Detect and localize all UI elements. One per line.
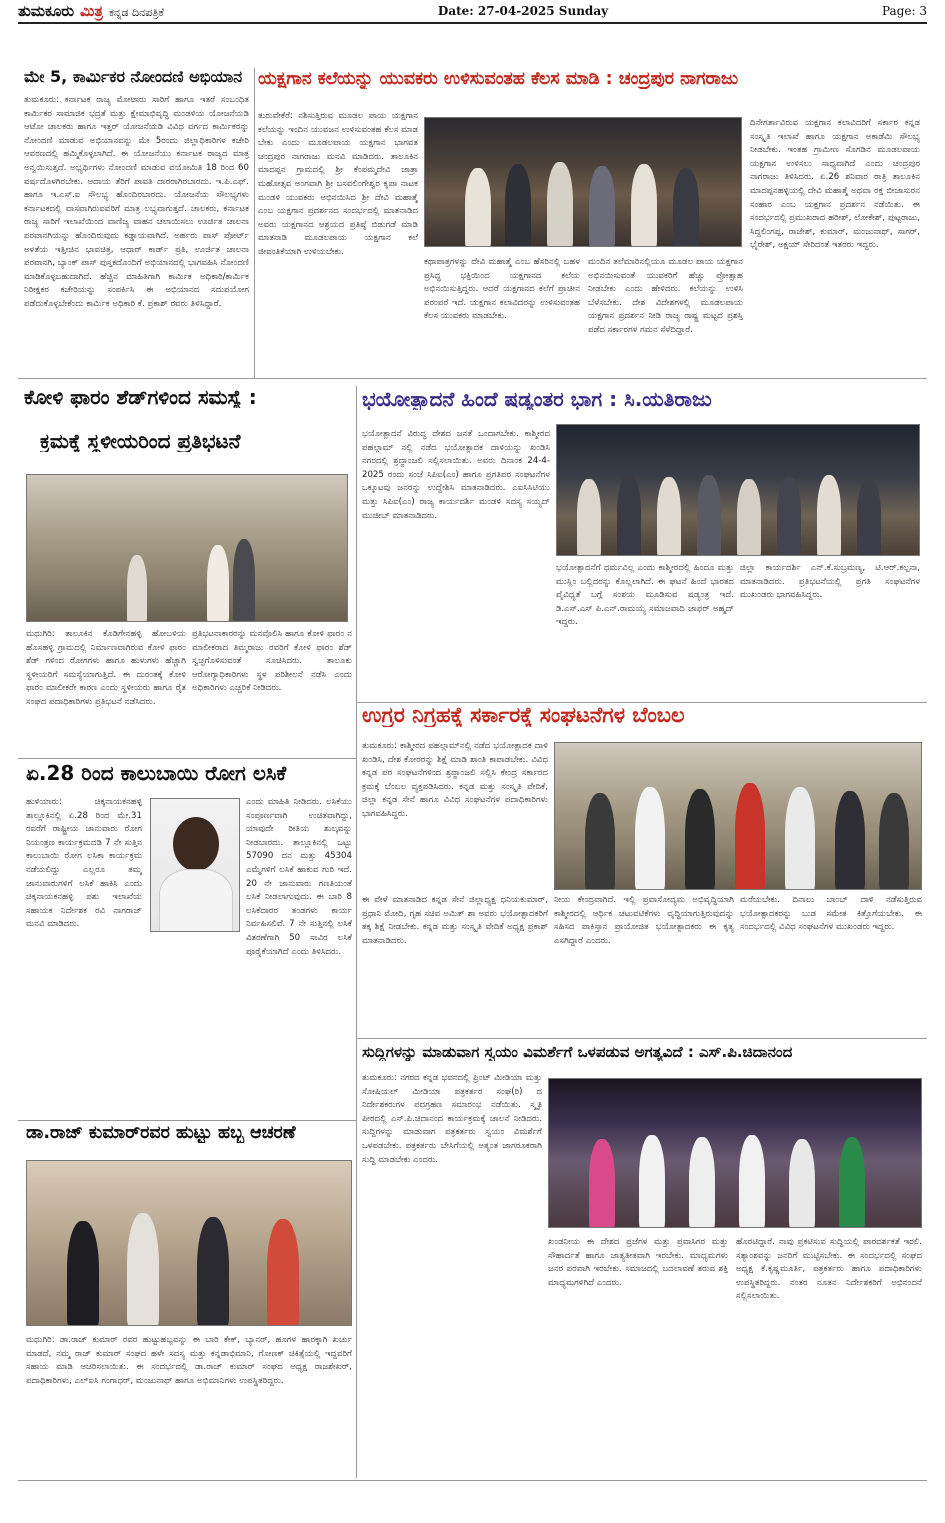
masthead [18, 0, 927, 22]
may5-headline: ಮೇ 5, ಕಾರ್ಮಿಕರ ನೋಂದಣಿ ಅಭಿಯಾನ [24, 68, 243, 86]
yakshagana-headline: ಯಕ್ಷಗಾನ ಕಲೆಯನ್ನು ಯುವಕರು ಉಳಿಸುವಂತಹ ಕೆಲಸ ಮಾಡಿ : ಚಂದ್ರಪುರ ನಾಗರಾಜು [258, 70, 739, 89]
header-rule [18, 22, 927, 24]
terror-col1: ಭಯೋತ್ಪಾದನೆ ವಿರುದ್ಧ ದೇಶದ ಜನತೆ ಒಂದಾಗಬೇಕು. ಕಾಶ್ಮೀರದ ಪಹಲ್ಗಾಮ್ ನಲ್ಲಿ ನಡೆದ ಭಯೋತ್ಪಾದಕ ದಾಳಿಯನ್ನು ಖಂಡಿಸಿ ನಗರದಲ್ಲಿ ಶ್ರದ್ಧಾಂಜಲಿ ಸಲ್ಲಿಸಲಾಯಿತು. ಅವರು ದಿನಾಂಕ 24-4-2025 ರಂದು ಸಂಜೆ ಸಿಪಿಐ(ಎಂ) ಹಾಗೂ ಪ್ರಗತಿಪರ ಸಂಘಟನೆಗಳ ಒಕ್ಕೂಟವು ಜನರನ್ನು ಉದ್ದೇಶಿಸಿ ಮಾತನಾಡಿದರು. ಎಐಸಿಸಿಟಿಯು ಮತ್ತು ಸಿಪಿಐ(ಎಂ) ರಾಜ್ಯ ಕಾರ್ಯದರ್ಶಿ ಮಂಡಳಿ ಸದಸ್ಯ ಸಯ್ಯದ್ ಮುಜೀಬ್ ಮಾತನಾಡಿದರು. [362, 429, 550, 521]
brand-name-accent: ಮಿತ್ರ [80, 2, 103, 20]
footmouth-photo [150, 798, 240, 932]
column-divider [356, 758, 357, 1478]
section-divider [18, 758, 356, 759]
union-headline: ಉಗ್ರರ ನಿಗ್ರಹಕ್ಕೆ ಸರ್ಕಾರಕ್ಕೆ ಸಂಘಟನೆಗಳ ಬೆಂಬಲ [362, 704, 685, 727]
union-col3: ಮರೆಯಬೇಕು. ದಿನಾಲು ಬಾಂಬ್ ದಾಳಿ ನಡೆಸುತ್ತಿರುವ ಭಯೋತ್ಪಾದಕರನ್ನು ಬುಡ ಸಮೇತ ಕಿತ್ತೊಗೆಯಬೇಕು. ಈ ಸಂದರ್ಭದಲ್ಲಿ ವಿವಿಧ ಸಂಘಟನೆಗಳ ಮುಖಂಡರು ಇದ್ದರು. [740, 895, 922, 933]
section-divider [18, 1120, 356, 1121]
may5-body: ತುಮಕೂರು: ಕರ್ನಾಟಕ ರಾಜ್ಯ ಮೋಟಾರು ಸಾರಿಗೆ ಹಾಗೂ ಇತರೆ ಸಂಬಂಧಿತ ಕಾರ್ಮಿಕರ ಸಾಮಾಜಿಕ ಭದ್ರತೆ ಮತ್ತು ಕ್ಷೇಮಾಭಿವೃದ್ಧಿ ಮಂಡಳಿಯ ಯೋಜನೆಯಡಿ ಆಟೋ ಚಾಲಕರು ಹಾಗೂ ಇತ್ತರ್ ಯೋಜನೆಯಡಿ ವಿವಿಧ ವರ್ಗದ ಕಾರ್ಮಿಕರನ್ನು ನೋಂದಣಿ ಮಾಡುವ ಅಭಿಯಾನವನ್ನು ಮೇ 5ರಂದು ಜಿಲ್ಲಾಧಿಕಾರಿಗಳ ಕಚೇರಿ ಆವರಣದಲ್ಲಿ ಹಮ್ಮಿಕೊಳ್ಳಲಾಗಿದೆ. ಈ ಯೋಜನೆಯು ಕರ್ನಾಟಕ ರಾಜ್ಯದ ಮಾತ್ರ ಅನ್ವಯಿಸುತ್ತದೆ. ಅಭ್ಯರ್ಥಿಗಳು ನೋಂದಣಿ ಮಾಡುವ ವಯೋಮಿತಿ 18 ರಿಂದ 60 ವರ್ಷದೊಳಗಿರಬೇಕು. ಆದಾಯ ತೆರಿಗೆ ಪಾವತಿ ದಾರರಾಗಿರಬಾರದು. ಇ.ಪಿ.ಎಫ್. ಹಾಗೂ ಇ.ಎಸ್.ಐ ಸೌಲಭ್ಯ ಹೊಂದಿರಬಾರದು. ಯೋಜನೆಯ ಸೌಲಭ್ಯಗಳು ಕರ್ನಾಟಕದಲ್ಲಿ ವಾಸವಾಗಿರುವವರಿಗೆ ಮಾತ್ರ ಲಭ್ಯವಾಗುತ್ತದೆ. ಚಾಲಕರು, ಕರ್ನಾಟಕ ರಾಜ್ಯ ಸಾರಿಗೆ ಇಲಾಖೆಯಿಂದ ವಾಣಿಜ್ಯ ವಾಹನ ಚಲಾಯಿಸಲು ಊರ್ಜಿತ ಚಾಲನಾ ಪರವಾನಗಿಯನ್ನು ಹೊಂದಿರುವುದು ಕಡ್ಡಾಯವಾಗಿದೆ. ಅರ್ಹರು ಪಾಸ್ ಪೋರ್ಟ್ ಅಳತೆಯ ಇತ್ತೀಚಿನ ಭಾವಚಿತ್ರ, ಆಧಾರ್ ಕಾರ್ಡ್ ಪ್ರತಿ, ಊರ್ಜಿತ ಚಾಲನಾ ಪರವಾನಗಿ, ಬ್ಯಾಂಕ್ ಪಾಸ್ ಪುಸ್ತಕದೊಂದಿಗೆ ಅಭಿಯಾನದಲ್ಲಿ ಭಾಗವಹಿಸಿ ನೋಂದಣಿ ಮಾಡಿಕೊಳ್ಳಬಹುದಾಗಿದೆ. ಹೆಚ್ಚಿನ ಮಾಹಿತಿಗಾಗಿ ಕಾರ್ಮಿಕ ಅಧಿಕಾರಿ/ಕಾರ್ಮಿಕ ನಿರೀಕ್ಷಕರ ಕಚೇರಿಯನ್ನು ಸಂಪರ್ಕಿಸಿ ಈ ಅಭಿಯಾನದ ಸದುಪಯೋಗ ಪಡೆದುಕೊಳ್ಳಬೇಕೆಂದು ಕಾರ್ಮಿಕ ಅಧಿಕಾರಿ ಕೆ. ಪ್ರಕಾಶ್ ರವರು ತಿಳಿಸಿದ್ದಾರೆ. [24, 95, 249, 309]
yakshagana-photo [424, 117, 742, 247]
union-col2: ನೀಯ ಕೇಂದ್ರವಾಗಿದೆ. ಇಲ್ಲಿ ಪ್ರವಾಸೋದ್ಯಮ ಅಭಿವೃದ್ಧಿಯಾಗಿ ಕಾಶ್ಮೀರದಲ್ಲಿ ಆರ್ಥಿಕ ಚಟುವಟಿಕೆಗಳು ವೃದ್ಧಿಯಾಗುತ್ತಿರುವುದನ್ನು ಸಹಿಸದ ಪಾಕಿಸ್ತಾನ ಪ್ರಾಯೋಜಿತ ಭಯೋತ್ಪಾದಕರು ಈ ಕೃತ್ಯ ಎಸಗಿದ್ದಾರೆ ಎಂದರು. [554, 895, 734, 946]
terror-col2: ಭಯೋತ್ಪಾದನೆಗೆ ಧರ್ಮವಿಲ್ಲ ಎಂದು ಕಾಶ್ಮೀರದಲ್ಲಿ ಹಿಂದೂ ಮತ್ತು ಮುಸ್ಲಿಂ ಬಲ್ಲಿದರನ್ನು ಕೊಲ್ಲಲಾಗಿದೆ. ಈ ಘಟನೆ ಹಿಂದೆ ಭಾರತದ ವೈವಿಧ್ಯತೆ ಬಗ್ಗೆ ಸಂಶಯ ಮೂಡಿಸುವ ಷಡ್ಯಂತ್ರ ಇದೆ. ಡಿ.ಎಸ್.ಎಸ್ ಪಿ.ಎನ್.ರಾಮಯ್ಯ ಸಮಾಜವಾದಿ ಜಾಫರ್ ಅಹ್ಮದ್ ಇದ್ದರು. [556, 563, 734, 628]
section-divider [356, 702, 927, 703]
brand-name: ತುಮಕೂರು [18, 2, 75, 20]
page-number: Page: 3 [882, 4, 927, 18]
footer-rule [18, 1480, 927, 1481]
section-divider [18, 378, 927, 379]
media-col2: ಖಂಡನೀಯ ಈ ದೇಶದ ಪ್ರಜೆಗಳ ಮತ್ತು ಪ್ರವಾಸಿಗರ ಮತ್ತು ಸೌಹಾರ್ದತೆ ಹಾಗೂ ಜಾತ್ಯತೀತವಾಗಿ ಇರಬೇಕು. ಮಾಧ್ಯಮಗಳು ಜನರ ಪರವಾಗಿ ಇರಬೇಕು. ಸಮಾಜದಲ್ಲಿ ಬದಲಾವಣೆ ತರುವ ಶಕ್ತಿ ಮಾಧ್ಯಮಗಳಿಗಿದೆ ಎಂದರು. [548, 1237, 728, 1288]
media-headline: ಸುದ್ದಿಗಳನ್ನು ಮಾಡುವಾಗ ಸ್ವಯಂ ವಿಮರ್ಶೆಗೆ ಒಳಪಡುವ ಅಗತ್ಯವಿದೆ : ಎಸ್.ಪಿ.ಚಿದಾನಂದ [362, 1044, 793, 1061]
terror-headline: ಭಯೋತ್ಪಾದನೆ ಹಿಂದೆ ಷಡ್ಯಂತರ ಭಾಗ : ಸಿ.ಯತಿರಾಜು [362, 388, 712, 410]
poultry-headline-line1: ಕೋಳಿ ಫಾರಂ ಶೆಡ್‌ಗಳಿಂದ ಸಮಸ್ಯೆ : [24, 386, 257, 408]
media-col1: ತುಮಕೂರು: ನಗರದ ಕನ್ನಡ ಭವನದಲ್ಲಿ ಪ್ರಿಂಟ್ ಮೀಡಿಯಾ ಮತ್ತು ಸೋಷಿಯಲ್ ಮೀಡಿಯಾ ಪತ್ರಕರ್ತರ ಸಂಘ(ರಿ) ದ ನಿರ್ದೇಶಕರುಗಳ ಪದಗ್ರಹಣ ಸಮಾರಂಭ ನಡೆಯಿತು. ಸ್ಮೃತಿ ಪೀಠದಲ್ಲಿ ಎಸ್.ಪಿ.ಚಿದಾನಂದ ಕಾರ್ಯಕ್ರಮಕ್ಕೆ ಚಾಲನೆ ನೀಡಿದರು. ಸುದ್ದಿಗಳನ್ನು ಮಾಡುವಾಗ ಪತ್ರಕರ್ತರು ಸ್ವಯಂ ವಿಮರ್ಶೆಗೆ ಒಳಪಡಬೇಕು. ಪತ್ರಕರ್ತರು ಬೇಸಿಗೆಯಲ್ಲಿ ಅತ್ಯಂತ ಜಾಗರೂಕರಾಗಿ ಸುದ್ದಿ ಮಾಡಬೇಕು ಎಂದರು. [362, 1073, 542, 1165]
yakshagana-col1: ತುರುವೇಕೆರೆ: ನಶಿಸುತ್ತಿರುವ ಮೂಡಲ ಪಾಯ ಯಕ್ಷಗಾನ ಕಲೆಯನ್ನು ಇಂದಿನ ಯುವಜನ ಉಳಿಸುವಂತಹ ಕೆಲಸ ಮಾಡ ಬೇಕು ಎಂದು ಮೂಡಲಪಾಯ ಯಕ್ಷಗಾನ ಭಾಗವತ ಚಂದ್ರಪುರ ನಾಗರಾಜು ಮನವಿ ಮಾಡಿದರು. ತಾಲೂಕಿನ ಮಾದಪ್ಪನ ಗ್ರಾಮದಲ್ಲಿ ಶ್ರೀ ಕೆಂಪಮ್ಮದೇವಿ ಜಾತ್ರಾ ಮಹೋತ್ಸವ ಅಂಗವಾಗಿ ಶ್ರೀ ಬಸವಲಿಂಗೇಶ್ವರ ಕೃಪಾ ನಾಟಕ ಮಂಡಳಿ ಯುವಕರು ಅಭಿನಯಿಸಿದ ಶ್ರೀ ದೇವಿ ಮಹಾತ್ಮೆ ಎಂಬ ಯಕ್ಷಗಾನ ಪ್ರದರ್ಶನದ ಸಂದರ್ಭದಲ್ಲಿ ಮಾತನಾಡಿದ ಅವರು ಯಕ್ಷಗಾನದ ಆಶ್ರಯದ ಪ್ರತಿಷ್ಠೆ ಬಿಡುಗಡೆ ಮಾಡಿ ಮಾತನಾಡಿ ಮೂಡಲಪಾಯ ಯಕ್ಷಗಾನ ಕಲೆ ಜೀವಂತಿಕೆಯಾಗಿ ಉಳಿಯಬೇಕು. [258, 111, 418, 257]
rajkumar-photo [26, 1160, 352, 1326]
footmouth-headline: ಏ.28 ರಿಂದ ಕಾಲುಬಾಯಿ ರೋಗ ಲಸಿಕೆ [26, 762, 287, 784]
column-divider [254, 68, 255, 378]
rajkumar-body: ಮಧುಗಿರಿ: ಡಾ.ರಾಜ್ ಕುಮಾರ್ ರವರ ಹುಟ್ಟುಹಬ್ಬವನ್ನು ಈ ಬಾರಿ ಕೇಕ್, ಬ್ಯಾನರ್, ಹೂಗಳ ಹಾರಕ್ಕಾಗಿ ಖರ್ಚು ಮಾಡದೆ, ನಮ್ಮ ರಾಜ್ ಕುಮಾರ್ ಸಂಘದ ಹಳೇ ಸದಸ್ಯ ಮತ್ತು ಕನ್ನಡಾಭಿಮಾನಿ, ಗೋಣಕ್ ಚಿಕಿತ್ಸೆಯಲ್ಲಿ ಇದ್ದವರಿಗೆ ಸಹಾಯ ಮಾಡಿ ಆಚರಿಸಲಾಯಿತು. ಈ ಸಂದರ್ಭದಲ್ಲಿ ಡಾ.ರಾಜ್ ಕುಮಾರ್ ಸಂಘದ ಅಧ್ಯಕ್ಷ ರಾಜಶೇಖರ್, ಪದಾಧಿಕಾರಿಗಳು, ಎಲ್ಐಸಿ ಗಂಗಾಧರ್, ಮಂಜುನಾಥ್ ಹಾಗೂ ಅಭಿಮಾನಿಗಳು ಉಪಸ್ಥಿತರಿದ್ದರು. [26, 1335, 352, 1386]
yakshagana-col3: ಮಂದಿನ ತಲೆಮಾರಿನಲ್ಲಿಯೂ ಮೂಡಲ ಪಾಯ ಯಕ್ಷಗಾನ ಅಭಿನಯಿಸುವಂತೆ ಯುವಕರಿಗೆ ಹೆಚ್ಚು ಪ್ರೋತ್ಸಾಹ ನೀಡಬೇಕು ಎಂದು ಹೇಳಿದರು. ಕಲೆಯನ್ನು ಉಳಿಸಿ ಬೆಳೆಸಬೇಕು. ದೇಶ ವಿದೇಶಗಳಲ್ಲಿ ಮೂಡಲಪಾಯ ಯಕ್ಷಗಾನ ಪ್ರದರ್ಶನ ನೀಡಿ ರಾಜ್ಯ ರಾಷ್ಟ್ರ ಮಟ್ಟದ ಪ್ರಶಸ್ತಿ ಪಡೆದ ಸರ್ಕಾರಗಳ ಗಮನ ಸೆಳೆದಿದ್ದಾರೆ. [588, 257, 743, 335]
union-body-top: ತುಮಕೂರು: ಕಾಶ್ಮೀರದ ಪಹಲ್ಗಾಮ್‌ನಲ್ಲಿ ನಡೆದ ಭಯೋತ್ಪಾದಕ ದಾಳಿ ಖಂಡಿಸಿ, ದೇಶ ಕೋರರನ್ನು ಶಿಕ್ಷೆ ಮಾಡಿ ಶಾಂತಿ ಕಾಪಾಡಬೇಕು. ವಿವಿಧ ಕನ್ನಡ ಪರ ಸಂಘಟನೆಗಳಿಂದ ಶ್ರದ್ಧಾಂಜಲಿ ಸಲ್ಲಿಸಿ ಕೇಂದ್ರ ಸರ್ಕಾರದ ಕ್ರಮಕ್ಕೆ ಬೆಂಬಲ ವ್ಯಕ್ತಪಡಿಸಿದರು. ಕನ್ನಡ ಮತ್ತು ಸಂಸ್ಕೃತಿ ವೇದಿಕೆ, ಜಿಲ್ಲಾ ಕನ್ನಡ ಸೇನೆ ಹಾಗೂ ವಿವಿಧ ಸಂಘಟನೆಗಳ ಪದಾಧಿಕಾರಿಗಳು ಭಾಗವಹಿಸಿದ್ದರು. [362, 741, 548, 819]
newspaper-brand [18, 2, 164, 20]
section-divider [356, 1038, 927, 1039]
union-col1: ಈ ವೇಳೆ ಮಾತನಾಡಿದ ಕನ್ನಡ ಸೇನೆ ಜಿಲ್ಲಾಧ್ಯಕ್ಷ ಧನಿಯಕುಮಾರ್, ಪ್ರಧಾನಿ ಮೋದಿ, ಗೃಹ ಸಚಿವ ಅಮಿತ್ ಶಾ ಅವರು ಭಯೋತ್ಪಾದಕರಿಗೆ ತಕ್ಕ ಶಿಕ್ಷೆ ನೀಡಬೇಕು. ಕನ್ನಡ ಮತ್ತು ಸಂಸ್ಕೃತಿ ವೇದಿಕೆ ಅಧ್ಯಕ್ಷ ಪ್ರಕಾಶ್ ಮಾತನಾಡಿದರು. [362, 895, 548, 946]
poultry-photo [26, 474, 348, 622]
poultry-headline-line2: ಕ್ರಮಕ್ಕೆ ಸ್ಥಳೀಯರಿಂದ ಪ್ರತಿಭಟನೆ [40, 430, 241, 452]
yakshagana-col4: ದಿನೇಗರ್ತಾವಿರುವ ಯಕ್ಷಗಾನ ಕಲಾವಿದರಿಗೆ ಸರ್ಕಾರ ಕನ್ನಡ ಸಂಸ್ಕೃತಿ ಇಲಾಖೆ ಹಾಗೂ ಯಕ್ಷಗಾನ ಅಕಾಡೆಮಿ ಸೌಲಭ್ಯ ನೀಡಬೇಕು. ಇಂತಹ ಗ್ರಾಮೀಣ ಸೊಗಡಿನ ಮೂಡಲಪಾಯ ಯಕ್ಷಗಾನ ಉಳಿಸಲು ಸಾಧ್ಯವಾಗಿದೆ ಎಂದು ಚಂದ್ರಪುರ ನಾಗರಾಜು ತಿಳಿಸಿದರು. ಏ.26 ಶನಿವಾರ ರಾತ್ರಿ ತಾಲೂಕಿನ ಮಾದಪ್ಪನಹಳ್ಳಿಯಲ್ಲಿ ದೇವಿ ಮಹಾತ್ಮೆ ಅಥವಾ ರಕ್ತ ಬೀಜಾಸುರನ ಸಂಹಾರ ಎಂಬ ಯಕ್ಷಗಾನ ಪ್ರದರ್ಶನ ನಡೆಯಿತು. ಈ ಸಂದರ್ಭದಲ್ಲಿ ಪ್ರಮುಖರಾದ ಹರೀಶ್, ಲೋಕೇಶ್, ಪುಟ್ಟರಾಜು, ಸಿದ್ದಲಿಂಗಪ್ಪ, ರಾಜೇಶ್, ಕುಮಾರ್, ಮಂಜುನಾಥ್, ಸಾಗರ್, ಭೈರೇಶ್, ಅಕ್ಷಯ್ ಸೇರಿದಂತೆ ಇತರರು ಇದ್ದರು. [750, 118, 920, 251]
media-col3: ಹೊರಟಿದ್ದಾರೆ. ನಾವು ಪ್ರಕಟಿಸುವ ಸುದ್ದಿಯಲ್ಲಿ ಪಾರದರ್ಶಕತೆ ಇರಲಿ. ಸತ್ಯಾಂಶವನ್ನು ಜನರಿಗೆ ಮುಟ್ಟಿಸಬೇಕು. ಈ ಸಂದರ್ಭದಲ್ಲಿ ಸಂಘದ ಅಧ್ಯಕ್ಷ ಕೆ.ಕೃಷ್ಣಮೂರ್ತಿ, ಪತ್ರಕರ್ತರು ಹಾಗೂ ಪದಾಧಿಕಾರಿಗಳು ಉಪಸ್ಥಿತರಿದ್ದರು. ನಂತರ ನೂತನ ನಿರ್ದೇಶಕರಿಗೆ ಅಭಿನಂದನೆ ಸಲ್ಲಿಸಲಾಯಿತು. [736, 1237, 922, 1302]
issue-date: Date: 27-04-2025 Sunday [437, 4, 609, 18]
footmouth-body-left: ಹುಳಿಯಾರು: ಚಿಕ್ಕನಾಯಕನಹಳ್ಳಿ ತಾಲ್ಲೂಕಿನಲ್ಲಿ ಏ.28 ರಿಂದ ಮೇ.31 ರವರೆಗೆ ರಾಷ್ಟ್ರೀಯ ಜಾನುವಾರು ರೋಗ ನಿಯಂತ್ರಣ ಕಾರ್ಯಕ್ರಮದಡಿ 7 ನೇ ಸುತ್ತಿನ ಕಾಲುಬಾಯಿ ರೋಗ ಲಸಿಕಾ ಕಾರ್ಯಕ್ರಮ ನಡೆಯಲಿದ್ದು ಎಲ್ಲರೂ ತಮ್ಮ ಜಾನುವಾರುಗಳಿಗೆ ಲಸಿಕೆ ಹಾಕಿಸಿ ಎಂದು ಚಿಕ್ಕನಾಯಕನಹಳ್ಳಿ ಪಶು ಇಲಾಖೆಯ ಸಹಾಯಕ ನಿರ್ದೇಶಕ ರವಿ ನಾಗರಾಜ್ ಮನವಿ ಮಾಡಿದರು. [26, 797, 142, 930]
poultry-body-right: ಪ್ರತಿಭಟನಾಕಾರರನ್ನು ಮನವೊಲಿಸಿ ಹಾಗೂ ಕೋಳಿ ಫಾರಂ ನ ಮಾಲೀಕರಾದ ತಿಮ್ಮರಾಜು ರವರಿಗೆ ಕೋಳಿ ಫಾರಂ ಶೆಡ್ ಸ್ವಚ್ಛಗೊಳಿಸುವಂತೆ ಸೂಚಿಸಿದರು. ತಾಲೂಕು ಆರೋಗ್ಯಾಧಿಕಾರಿಗಳು ಸ್ಥಳ ಪರಿಶೀಲನೆ ನಡೆಸಿ ಎಂದು ಅಧಿಕಾರಿಗಳು ಎಚ್ಚರಿಕೆ ನೀಡಿದರು. [192, 629, 352, 694]
rajkumar-headline: ಡಾ.ರಾಜ್ ಕುಮಾರ್‌ರವರ ಹುಟ್ಟು ಹಬ್ಬ ಆಚರಣೆ [26, 1124, 296, 1143]
media-photo [548, 1078, 922, 1228]
terror-photo [556, 424, 920, 556]
yakshagana-col2: ಕಥಾಪಾತ್ರಗಳನ್ನು ದೇವಿ ಮಹಾತ್ಮೆ ಎಂಬ ಹೆಸರಿನಲ್ಲಿ ಬಹಳ ಪ್ರಸಿದ್ಧ ಭಕ್ತಿಯಿಂದ ಯಕ್ಷಗಾನದ ಕಲೆಯ ಅಭಿನಯಿಸುತ್ತಿದ್ದರು. ಆದರೆ ಯಕ್ಷಗಾನದ ಕಲೆಗೆ ಪ್ರಾಚೀನ ಪರಂಪರೆ ಇದೆ. ಯಕ್ಷಗಾನ ಕಲಾವಿದರನ್ನು ಉಳಿಸುವಂತಹ ಕೆಲಸ ಯುವಕರು ಮಾಡಬೇಕು. [424, 257, 580, 322]
footmouth-body-right: ಎಂದು ಮಾಹಿತಿ ನೀಡಿದರು. ಲಸಿಕೆಯು ಸಂಪೂರ್ಣವಾಗಿ ಉಚಿತವಾಗಿದ್ದು, ಯಾವುದೇ ರೀತಿಯ ಶುಲ್ಕವನ್ನು ನೀಡಬಾರದು. ತಾಲ್ಲೂಕಿನಲ್ಲಿ ಒಟ್ಟು 57090 ದನ ಮತ್ತು 45304 ಎಮ್ಮೆಗಳಿಗೆ ಲಸಿಕೆ ಹಾಕುವ ಗುರಿ ಇದೆ. 20 ನೇ ಜಾನುವಾರು ಗಣತಿಯಂತೆ ಲಸಿಕೆ ನೀಡಲಾಗುವುದು. ಈ ಬಾರಿ 8 ಲಸಿಕೆದಾರರ ತಂಡಗಳು ಕಾರ್ಯ ನಿರ್ವಹಿಸಲಿವೆ. 7 ನೇ ಸುತ್ತಿನಲ್ಲಿ ಲಸಿಕೆ ವಿತರಣೆಗಾಗಿ 50 ಸಾವಿರ ಲಸಿಕೆ ಪೂರೈಕೆಯಾಗಿದೆ ಎಂದು ತಿಳಿಸಿದರು. [246, 797, 352, 957]
brand-tagline: ಕನ್ನಡ ದಿನಪತ್ರಿಕೆ [108, 6, 164, 19]
terror-col3: ಜಿಲ್ಲಾ ಕಾರ್ಯದರ್ಶಿ ಎನ್.ಕೆ.ಸುಬ್ರಮಣ್ಯ, ಟಿ.ಆರ್.ಕಲ್ಪನಾ, ಮಾತನಾಡಿದರು. ಪ್ರತಿಭಟನೆಯಲ್ಲಿ ಪ್ರಗತಿ ಸಂಘಟನೆಗಳ ಮುಖಂಡರು ಭಾಗವಹಿಸಿದ್ದರು. [740, 563, 920, 601]
poultry-body-left: ಮಧುಗಿರಿ: ತಾಲೂಕಿನ ಕೊಡಿಗೇನಹಳ್ಳಿ ಹೋಬಳಿಯ ಹೊಸಹಳ್ಳಿ ಗ್ರಾಮದಲ್ಲಿ ನಿರ್ಮಾಣವಾಗಿರುವ ಕೋಳಿ ಫಾರಂ ಶೆಡ್ ಗಳಿಂದ ರೋಗಗಳು ಹಾಗೂ ಹುಳುಗಳು ಹೆಚ್ಚಾಗಿ ಸ್ಥಳೀಯರಿಗೆ ಸಮಸ್ಯೆಯಾಗುತ್ತಿದೆ. ಈ ದುರಂತಕ್ಕೆ ಕೋಳಿ ಫಾರಂ ಮಾಲೀಕರೇ ಕಾರಣ ಎಂದು ಸ್ಥಳೀಯರು ಹಾಗೂ ರೈತ ಸಂಘದ ಪದಾಧಿಕಾರಿಗಳು ಪ್ರತಿಭಟನೆ ನಡೆಸಿದರು. [26, 629, 186, 707]
union-photo [554, 742, 922, 890]
